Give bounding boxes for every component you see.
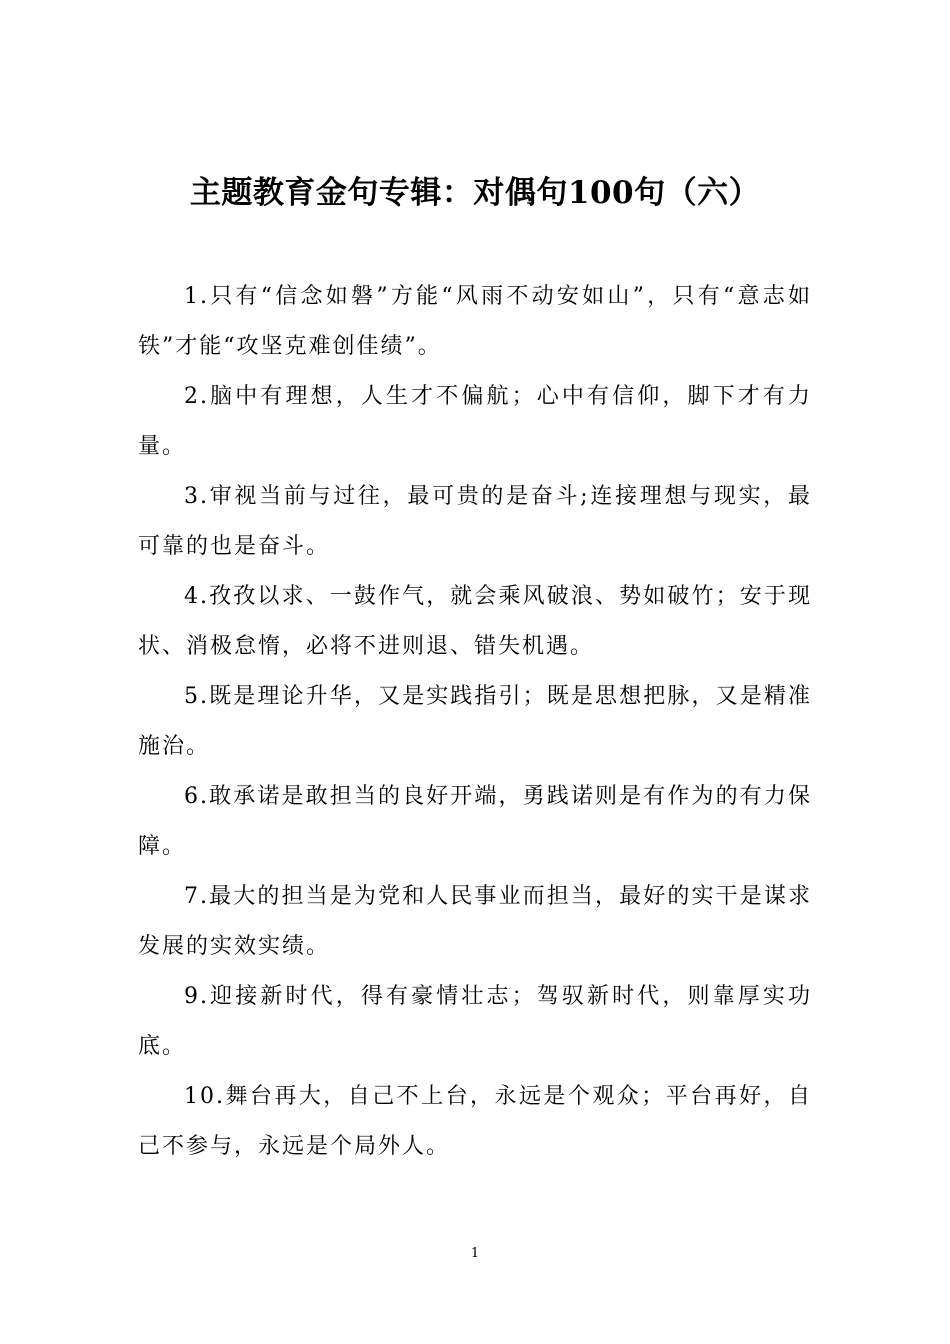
list-item: 7.最大的担当是为党和人民事业而担当，最好的实干是谋求发展的实效实绩。 xyxy=(138,884,812,959)
list-item: 2.脑中有理想，人生才不偏航；心中有信仰，脚下才有力量。 xyxy=(138,384,812,459)
list-item: 6.敢承诺是敢担当的良好开端，勇践诺则是有作为的有力保障。 xyxy=(138,784,812,859)
list-item: 5.既是理论升华，又是实践指引；既是思想把脉，又是精准施治。 xyxy=(138,684,812,759)
list-item: 1.只有“信念如磐”方能“风雨不动安如山”，只有“意志如铁”才能“攻坚克难创佳绩”。 xyxy=(138,284,812,359)
document-title: 主题教育金句专辑：对偶句100句（六） xyxy=(189,175,761,211)
list-item: 4.孜孜以求、一鼓作气，就会乘风破浪、势如破竹；安于现状、消极怠惰，必将不进则退、错失机遇。 xyxy=(138,584,812,659)
list-item: 9.迎接新时代，得有豪情壮志；驾驭新时代，则靠厚实功底。 xyxy=(138,984,812,1059)
list-item: 10.舞台再大，自己不上台，永远是个观众；平台再好，自己不参与，永远是个局外人。 xyxy=(138,1084,812,1159)
document-body xyxy=(138,272,812,1172)
list-item: 3.审视当前与过往，最可贵的是奋斗;连接理想与现实，最可靠的也是奋斗。 xyxy=(138,484,812,559)
page-number: 1 xyxy=(470,1246,480,1261)
